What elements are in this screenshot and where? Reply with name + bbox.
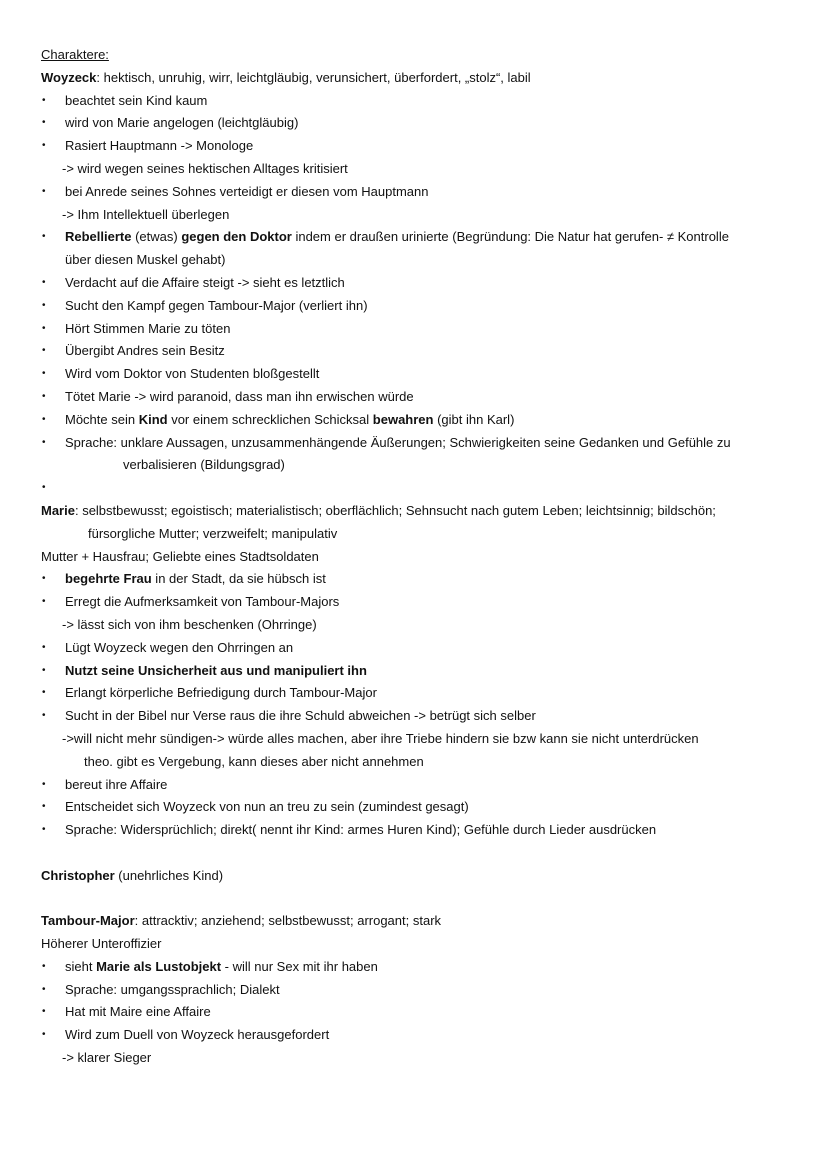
bold-text: Marie (41, 502, 75, 518)
bullet-icon: • (42, 824, 46, 836)
bullet-item (41, 660, 801, 683)
bullet-item (41, 477, 801, 500)
text-segment: Wird zum Duell von Woyzeck herausgefordert (65, 1027, 330, 1043)
text-segment: Sprache: Widersprüchlich; direkt( nennt ihr Kind: armes Huren Kind); Gefühle durch Lieder ausdrücken (65, 822, 657, 838)
text-line (41, 751, 801, 774)
text-line (41, 1047, 801, 1070)
bullet-icon: • (42, 390, 46, 402)
text-segment: bereut ihre Affaire (65, 776, 168, 792)
text-segment: Erregt die Aufmerksamkeit von Tambour-Majors (65, 594, 340, 610)
text-segment: (gibt ihn Karl) (433, 411, 515, 427)
text-segment: wird von Marie angelogen (leichtgläubig) (65, 115, 299, 131)
bullet-icon: • (42, 368, 46, 380)
section-heading (41, 44, 801, 67)
text-segment: Sprache: umgangssprachlich; Dialekt (65, 981, 280, 997)
bullet-item (41, 591, 801, 614)
text-segment: : hektisch, unruhig, wirr, leichtgläubig, verunsichert, überfordert, „stolz“, labil (96, 69, 531, 85)
bold-text: Rebellierte (65, 229, 132, 245)
bullet-item (41, 181, 801, 204)
text-line (41, 728, 801, 751)
bullet-icon: • (42, 299, 46, 311)
text-segment: vor einem schrecklichen Schicksal (167, 411, 373, 427)
bullet-icon: • (42, 94, 46, 106)
bullet-icon: • (42, 276, 46, 288)
bullet-icon: • (42, 413, 46, 425)
text-segment: - will nur Sex mit ihr haben (221, 958, 378, 974)
bullet-icon: • (42, 778, 46, 790)
bullet-icon: • (42, 345, 46, 357)
text-segment: verbalisieren (Bildungsgrad) (123, 457, 285, 473)
text-segment: : selbstbewusst; egoistisch; materialistisch; oberflächlich; Sehnsucht nach gutem Leben; leichtsinnig; bildschön; (74, 502, 716, 518)
bullet-icon: • (42, 185, 46, 197)
bullet-icon: • (42, 140, 46, 152)
text-line (41, 523, 801, 546)
text-line (41, 204, 801, 227)
bullet-item (41, 682, 801, 705)
text-segment: Sucht den Kampf gegen Tambour-Major (verliert ihn) (65, 297, 368, 313)
text-segment: -> wird wegen seines hektischen Alltages kritisiert (62, 160, 348, 176)
text-segment: Sucht in der Bibel nur Verse raus die ihre Schuld abweichen -> betrügt sich selber (65, 708, 536, 724)
text-segment: Hört Stimmen Marie zu töten (65, 320, 231, 336)
bullet-item (41, 432, 801, 455)
bullet-icon: • (42, 983, 46, 995)
text-segment: Wird vom Doktor von Studenten bloßgestellt (65, 366, 320, 382)
text-line (41, 910, 801, 933)
bold-text: bewahren (372, 411, 434, 427)
text-segment: Übergibt Andres sein Besitz (65, 343, 225, 359)
bullet-item (41, 363, 801, 386)
text-segment: über diesen Muskel gehabt) (65, 252, 226, 268)
bullet-icon: • (42, 687, 46, 699)
bullet-item (41, 295, 801, 318)
text-segment: bei Anrede seines Sohnes verteidigt er diesen vom Hauptmann (65, 183, 429, 199)
text-segment: ->will nicht mehr sündigen-> würde alles machen, aber ihre Triebe hindern sie bzw kann sie nicht unterdrücken (62, 730, 699, 746)
bullet-icon: • (42, 641, 46, 653)
text-segment: sieht (65, 958, 97, 974)
text-segment: theo. gibt es Vergebung, kann dieses aber nicht annehmen (84, 753, 424, 769)
bullet-item (41, 340, 801, 363)
bullet-item (41, 796, 801, 819)
text-line (41, 454, 801, 477)
text-segment: in der Stadt, da sie hübsch ist (151, 571, 326, 587)
bullet-item (41, 1024, 801, 1047)
bullet-item (41, 318, 801, 341)
text-segment: Verdacht auf die Affaire steigt -> sieht es letztlich (65, 274, 345, 290)
text-segment: Sprache: unklare Aussagen, unzusammenhängende Äußerungen; Schwierigkeiten seine Gedanken und Gefühle zu (65, 434, 731, 450)
text-segment: : attracktiv; anziehend; selbstbewusst; arrogant; stark (134, 913, 442, 929)
text-line (41, 865, 801, 888)
bold-text: gegen den Doktor (181, 229, 292, 245)
text-segment: Tötet Marie -> wird paranoid, dass man ihn erwischen würde (65, 388, 414, 404)
bullet-item (41, 568, 801, 591)
text-segment: Hat mit Maire eine Affaire (65, 1004, 211, 1020)
text-segment: fürsorgliche Mutter; verzweifelt; manipulativ (88, 525, 338, 541)
document-body (41, 44, 801, 1070)
text-segment: beachtet sein Kind kaum (65, 92, 208, 108)
bullet-item (41, 1001, 801, 1024)
text-segment: (unehrliches Kind) (114, 867, 224, 883)
bullet-icon: • (42, 482, 46, 494)
bullet-icon: • (42, 596, 46, 608)
bold-text: Christopher (41, 867, 115, 883)
bullet-icon: • (42, 573, 46, 585)
text-line (41, 546, 801, 569)
bullet-item (41, 774, 801, 797)
bullet-item (41, 956, 801, 979)
text-segment: Charaktere: (41, 47, 109, 62)
text-line (41, 614, 801, 637)
text-segment: -> Ihm Intellektuell überlegen (62, 206, 230, 222)
text-segment: Entscheidet sich Woyzeck von nun an treu zu sein (zumindest gesagt) (65, 799, 469, 815)
bold-text: Kind (138, 411, 168, 427)
bullet-item (41, 637, 801, 660)
bullet-item (41, 226, 801, 249)
text-segment: Möchte sein (65, 411, 139, 427)
bullet-icon: • (42, 801, 46, 813)
bold-text: Marie als Lustobjekt (96, 958, 222, 974)
bold-text: Tambour-Major (41, 913, 135, 929)
bullet-item (41, 272, 801, 295)
bullet-item (41, 979, 801, 1002)
bullet-icon: • (42, 710, 46, 722)
text-line (41, 887, 801, 910)
bold-text: begehrte Frau (65, 571, 152, 587)
bullet-item (41, 819, 801, 842)
text-line (41, 67, 801, 90)
bullet-icon: • (42, 117, 46, 129)
bullet-item (41, 705, 801, 728)
bullet-icon: • (42, 960, 46, 972)
bold-text: Woyzeck (41, 69, 97, 85)
bullet-icon: • (42, 322, 46, 334)
text-line (41, 500, 801, 523)
text-line (41, 933, 801, 956)
bullet-item (41, 409, 801, 432)
bold-text: Nutzt seine Unsicherheit aus und manipuliert ihn (65, 662, 367, 678)
text-segment: indem er draußen urinierte (Begründung: Die Natur hat gerufen- ≠ Kontrolle (291, 229, 729, 245)
bullet-item (41, 386, 801, 409)
text-segment: Mutter + Hausfrau; Geliebte eines Stadtsoldaten (41, 548, 319, 564)
text-segment: -> klarer Sieger (62, 1050, 152, 1066)
text-segment: Lügt Woyzeck wegen den Ohrringen an (65, 639, 294, 655)
bullet-item (41, 90, 801, 113)
text-segment: Höherer Unteroffizier (41, 936, 162, 952)
text-line (41, 249, 801, 272)
bullet-item (41, 112, 801, 135)
bullet-icon: • (42, 1029, 46, 1041)
text-segment: (etwas) (131, 229, 182, 245)
text-segment: -> lässt sich von ihm beschenken (Ohrringe) (62, 616, 317, 632)
text-line (41, 158, 801, 181)
bullet-icon: • (42, 664, 46, 676)
bullet-icon: • (42, 1006, 46, 1018)
bullet-icon: • (42, 436, 46, 448)
text-segment: Rasiert Hauptmann -> Monologe (65, 138, 254, 154)
text-line (41, 842, 801, 865)
bullet-item (41, 135, 801, 158)
bullet-icon: • (42, 231, 46, 243)
text-segment: Erlangt körperliche Befriedigung durch Tambour-Major (65, 685, 377, 701)
